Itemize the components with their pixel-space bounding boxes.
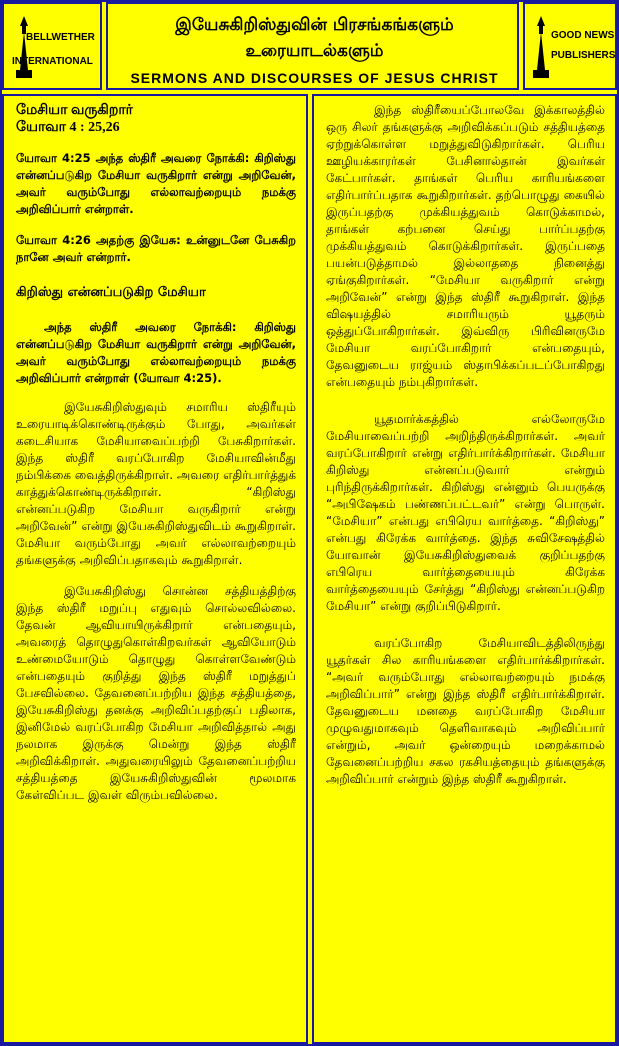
section-title-line2: யோவா 4 : 25,26 (16, 120, 120, 135)
bellwether-logo-icon (10, 12, 98, 84)
paragraph: இயேசுகிறிஸ்துவும் சமாரிய ஸ்திரீயும் உரையாடிக்கொண்டிருக்கும் போது, அவர்கள் கடைசியாக மேசியாவைப்பற்றி பேசுகிறார்கள். இந்த ஸ்திரீ வரப்போகிற மேசியாவின்மீது நம்பிக்கை வைத்திருக்கிறாள். அவரை எதிர்பார்த்துக் காத்துக்கொண்டிருக்கிறாள். “கிறிஸ்து என்னப்படுகிற மேசியா வருகிறார் என்று அறிவேன்” என்று இயேசுகிறிஸ்துவிடம் கூறுகிறாள். மேசியா வரும்போது அவர் எல்லாவற்றையும் தங்களுக்கு அறிவிப்பதாகவும் கூறுகிறாள். (16, 400, 296, 567)
title-box (106, 2, 519, 90)
paragraph: இந்த ஸ்திரீயைப்போலவே இக்காலத்தில் ஒரு சிலர் தங்களுக்கு அறிவிக்கப்படும் சத்தியத்தை ஏற்றுக்கொள்ள மறுத்துவிடுகிறார்கள். பெரிய ஊழியக்காரர்கள் பேசினால்தான் இவர்கள் கேட்பார்கள். தாங்கள் பெரிய காரியங்களை எதிர்பார்ப்பதாக கூறுகிறார்கள். தற்பொழுது கையில் இருப்பதற்கு முக்கியத்துவம் கொடுக்காமல், தாங்கள் கற்பனை செய்து பார்ப்பதற்கு முக்கியத்துவம் கொடுக்கிறார்கள். இருப்பதை பயன்படுத்தாமல் இல்லாததை நினைத்து ஏங்குகிறார்கள். “மேசியா வருகிறார் என்று அறிவேன்” என்று இந்த ஸ்திரீ கூறுகிறாள். இந்த விஷயத்தில் சமாரியரும் யூதரும் ஒத்துப்போகிறார்கள். இவ்விரு பிரிவினருமே மேசியா வரப்போகிறார் என்பதையும், தேவனுடைய ராஜ்யம் ஸ்தாபிக்கப்படப்போகிறது என்பதையும் நம்புகிறார்கள். (326, 103, 605, 389)
section-title-line1: மேசியா வருகிறார் (16, 103, 133, 118)
verse-john-4-25: யோவா 4:25 அந்த ஸ்திரீ அவரை நோக்கி: கிறிஸ்து என்னப்படுகிற மேசியா வருகிறார் என்று அறிவேன், அவர் வரும்போது எல்லாவற்றையும் நமக்கு அறிவிப்பார் என்றாள். (16, 151, 296, 216)
page-title-english: SERMONS AND DISCOURSES OF JESUS CHRIST (130, 70, 499, 86)
paragraph: இயேசுகிறிஸ்து சொன்ன சத்தியத்திற்கு இந்த ஸ்திரீ மறுப்பு எதுவும் சொல்லவில்லை. தேவன் ஆவியாயிருக்கிறார் என்பதையும், அவரைத் தொழுதுகொள்கிறவர்கள் ஆவியோடும் உண்மையோடும் தொழுது கொள்ளவேண்டும் என்பதையும் குறித்து இந்த ஸ்திரீ மறுத்துப் பேசவில்லை. தேவனைப்பற்றிய இந்த சத்தியத்தை, இயேசுகிறிஸ்து தனக்கு அறிவிப்பதற்குப் பதிலாக, இனிமேல் வரப்போகிற மேசியா அறிவித்தால் அது நலமாக இருக்கு மென்று இந்த ஸ்திரீ அறிவிக்கிறாள். அதுவரையிலும் தேவனைப்பற்றிய சத்தியத்தை இயேசுகிறிஸ்துவின் மூலமாக கேள்விப்பட இவள் விரும்பவில்லை. (16, 584, 296, 802)
right-logo-box (523, 2, 617, 90)
left-logo-line1: BELLWETHER (26, 32, 95, 43)
right-logo-line1: GOOD NEWS (551, 30, 615, 41)
paragraph: யூதமார்க்கத்தில் எல்லோருமே மேசியாவைப்பற்றி அறிந்திருக்கிறார்கள். அவர் வரப்போகிறார் என்று எதிர்பார்க்கிறார்கள். மேசியா கிறிஸ்து என்னப்படுவார் என்றும் புரிந்திருக்கிறார்கள். கிறிஸ்து என்னும் பெயருக்கு “அபிஷேகம் பண்ணப்பட்டவர்” என்று பொருள். “மேசியா” என்பது எபிரெய வார்த்தை. “கிறிஸ்து” என்பது கிரேக்க வார்த்தை. இந்த சுவிசேஷத்தில் யோவான் இயேசுகிறிஸ்துவைக் குறிப்பதற்கு எபிரெய வார்த்தையையும் கிரேக்க வார்த்தையையும் சேர்த்து “கிறிஸ்து என்னப்படுகிற மேசியா” என்று குறிப்பிடுகிறார். (326, 412, 605, 613)
good-news-logo-icon (529, 12, 616, 84)
right-logo-line2: PUBLISHERS (551, 50, 616, 61)
header (2, 2, 617, 90)
page-title-tamil (108, 12, 521, 64)
right-column (312, 94, 617, 1044)
left-logo-box (2, 2, 102, 90)
paragraph: வரப்போகிற மேசியாவிடத்திலிருந்து யூதர்கள் சில காரியங்களை எதிர்பார்க்கிறார்கள். “அவர் வரும்போது எல்லாவற்றையும் நமக்கு அறிவிப்பார்” என்று இந்த ஸ்திரீ எதிர்பார்க்கிறாள். தேவனுடைய மனதை வரப்போகிற மேசியா முழுவதுமாகவும் தெளிவாகவும் அறிவிப்பார் என்றும், அவர் ஒன்றையும் மறைக்காமல் தேவனைப்பற்றிய சகல ரகசியத்தையும் தங்களுக்கு அறிவிப்பார் என்றும் இந்த ஸ்திரீ கூறுகிறாள். (326, 636, 605, 786)
title-tamil-line2: உரையாடல்களும் (245, 41, 384, 61)
left-column (2, 94, 308, 1044)
left-logo-line2: INTERNATIONAL (12, 56, 93, 67)
section-title (16, 102, 296, 136)
quote-block: அந்த ஸ்திரீ அவரை நோக்கி: கிறிஸ்து என்னப்படுகிற மேசியா வருகிறார் என்று அறிவேன், அவர் வரும்போது எல்லாவற்றையும் நமக்கு அறிவிப்பார் என்றாள் (யோவா 4:25). (16, 320, 296, 385)
subheading: கிறிஸ்து என்னப்படுகிற மேசியா (16, 285, 206, 300)
title-tamil-line1: இயேசுகிறிஸ்துவின் பிரசங்கங்களும் (175, 15, 454, 35)
verse-john-4-26: யோவா 4:26 அதற்கு இயேசு: உன்னுடனே பேசுகிற நானே அவர் என்றார். (16, 233, 296, 264)
